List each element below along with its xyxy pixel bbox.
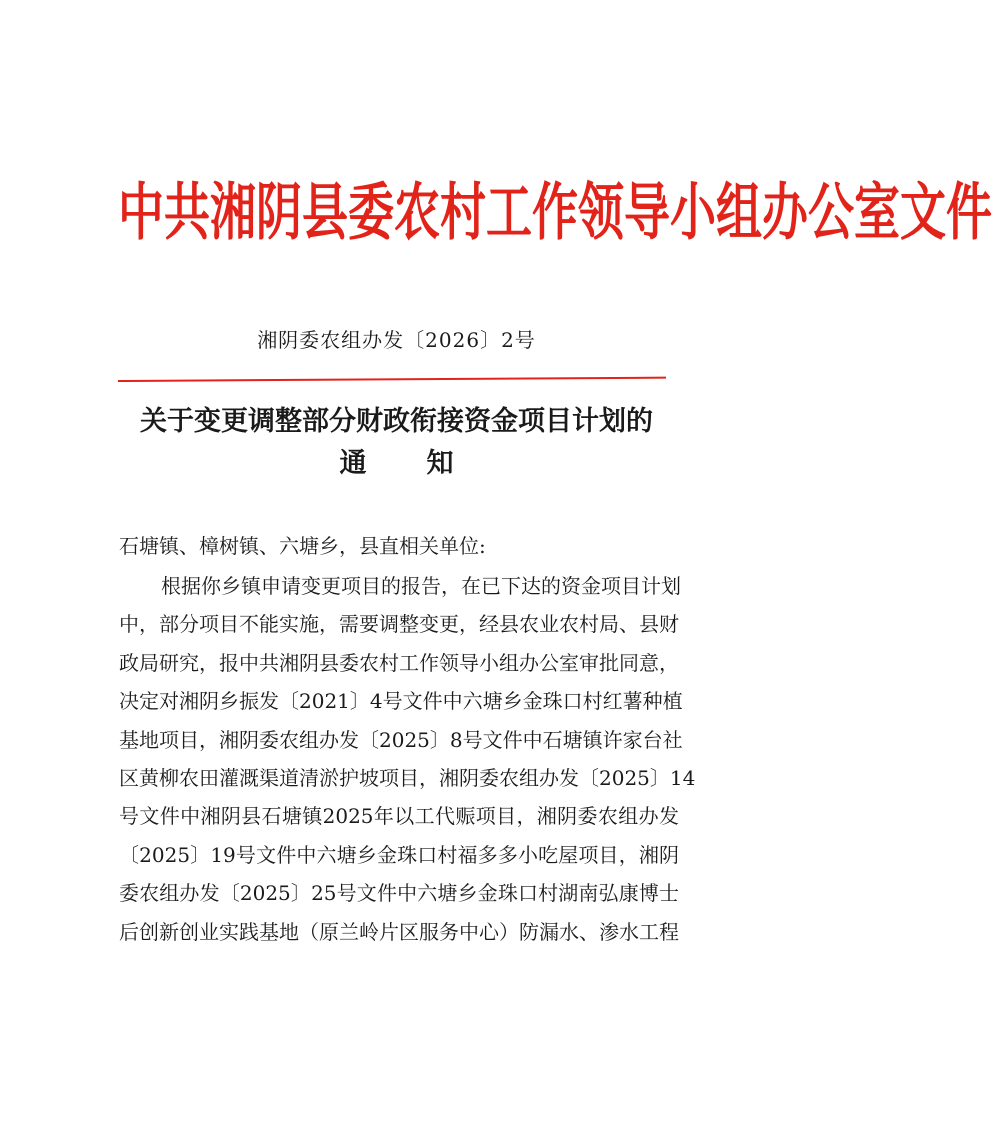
salutation: 石塘镇、樟树镇、六塘乡，县直相关单位:: [119, 534, 486, 558]
issuer-header-title: 中共湘阴县委农村工作领导小组办公室文件: [118, 175, 992, 249]
body-line: 决定对湘阴乡振发〔2021〕4号文件中六塘乡金珠口村红薯种植: [119, 689, 683, 714]
body-line: 委农组办发〔2025〕25号文件中六塘乡金珠口村湖南弘康博士: [119, 881, 679, 906]
body-line: 根据你乡镇申请变更项目的报告，在已下达的资金项目计划: [161, 574, 681, 598]
document-title-line-1: 关于变更调整部分财政衔接资金项目计划的: [140, 406, 653, 437]
document-number: 湘阴委农组办发〔2026〕2号: [257, 328, 536, 352]
body-text: [119, 567, 696, 951]
red-separator-line: [118, 377, 666, 382]
body-line: 号文件中湘阴县石塘镇2025年以工代赈项目，湘阴委农组办发: [119, 804, 679, 829]
body-line: 中，部分项目不能实施，需要调整变更，经县农业农村局、县财: [119, 612, 679, 637]
body-line: 基地项目，湘阴委农组办发〔2025〕8号文件中石塘镇许家台社: [119, 727, 683, 752]
body-line: 区黄柳农田灌溉渠道清淤护坡项目，湘阴委农组办发〔2025〕14: [119, 765, 696, 790]
document-title-line-2: 通知: [339, 448, 514, 479]
body-line: 政局研究，报中共湘阴县委农村工作领导小组办公室审批同意，: [119, 650, 679, 675]
body-line: 后创新创业实践基地（原兰岭片区服务中心）防漏水、渗水工程: [119, 919, 679, 944]
body-line: 〔2025〕19号文件中六塘乡金珠口村福多多小吃屋项目，湘阴: [119, 842, 679, 867]
